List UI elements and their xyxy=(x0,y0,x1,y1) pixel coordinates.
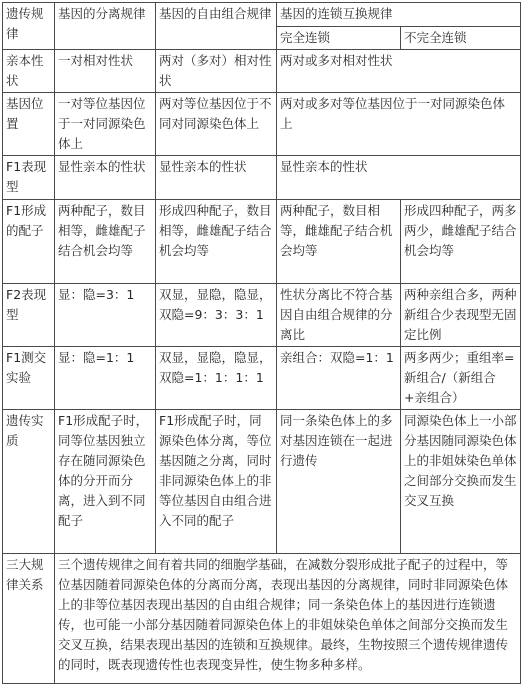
row-label-f1-phenotype: F1表现型 xyxy=(3,156,55,200)
row-label-parent-traits: 亲本性状 xyxy=(3,50,55,93)
cell-gene-location-free-combination: 两对等位基因位于不同对同源染色体上 xyxy=(156,93,277,156)
cell-f1-gametes-incomplete-linkage: 形成四种配子，两多两少，雌雄配子结合机会均等 xyxy=(401,200,521,284)
cell-f1-gametes-segregation: 两种配子，数目相等，雌雄配子结合机会均等 xyxy=(55,200,156,284)
row-label-three-laws-relation: 三大规律关系 xyxy=(3,554,55,684)
cell-f1-phenotype-segregation: 显性亲本的性状 xyxy=(55,156,156,200)
cell-f1-testcross-free-combination: 双显，显隐，隐显，双隐=1：1：1：1 xyxy=(156,347,277,410)
cell-f2-phenotype-complete-linkage: 性状分离比不符合基因自由组合规律的分离比 xyxy=(277,284,401,347)
genetics-law-comparison-table xyxy=(2,2,521,684)
header-incomplete-linkage: 不完全连锁 xyxy=(401,27,521,50)
header-free-combination: 基因的自由组合规律 xyxy=(156,3,277,50)
cell-f1-testcross-segregation: 显：隐=1：1 xyxy=(55,347,156,410)
cell-f1-testcross-incomplete-linkage: 两多两少；重组率=新组合/（新组合+亲组合） xyxy=(401,347,521,410)
header-linkage: 基因的连锁互换规律 xyxy=(277,3,521,27)
cell-f2-phenotype-free-combination: 双显，显隐，隐显，双隐=9：3：3：1 xyxy=(156,284,277,347)
cell-f1-phenotype-linkage: 显性亲本的性状 xyxy=(277,156,521,200)
cell-genetic-essence-incomplete-linkage: 同源染色体上一小部分基因随同源染色体上的非姐妹染色单体之间部分交换而发生交叉互换 xyxy=(401,410,521,554)
cell-f2-phenotype-incomplete-linkage: 两种亲组合多，两种新组合少表现型无固定比例 xyxy=(401,284,521,347)
cell-three-laws-relation: 三个遗传规律之间有着共同的细胞学基础，在减数分裂形成批子配子的过程中，等位基因随着同源染色体的分离而分离，表现出基因的分离规律，同时非同源染色体上的非等位基因表现出基因的自由组合规律；同一条染色体上的基因进行连锁遗传，也可能一小部分基因随着同源染色体上的非姐妹染色单体之间部分交换而发生交叉互换，结果表现出基因的连锁和互换规律。最终，生物按照三个遗传规律遗传的同时，既表现遗传性也表现变异性，使生物多种多样。 xyxy=(55,554,521,684)
cell-genetic-essence-complete-linkage: 同一条染色体上的多对基因连锁在一起进行遗传 xyxy=(277,410,401,554)
cell-f1-phenotype-free-combination: 显性亲本的性状 xyxy=(156,156,277,200)
header-segregation: 基因的分离规律 xyxy=(55,3,156,50)
header-complete-linkage: 完全连锁 xyxy=(277,27,401,50)
cell-parent-traits-free-combination: 两对（多对）相对性状 xyxy=(156,50,277,93)
cell-parent-traits-linkage: 两对或多对相对性状 xyxy=(277,50,521,93)
header-corner-cell: 遗传规律 xyxy=(3,3,55,50)
cell-f1-testcross-complete-linkage: 亲组合：双隐=1：1 xyxy=(277,347,401,410)
cell-f1-gametes-free-combination: 形成四种配子，数目相等，雌雄配子结合机会均等 xyxy=(156,200,277,284)
row-label-f2-phenotype: F2表现型 xyxy=(3,284,55,347)
cell-genetic-essence-free-combination: F1形成配子时，同源染色体分离，等位基因随之分离，同时非同源染色体上的非等位基因自由组合进入不同的配子 xyxy=(156,410,277,554)
row-label-f1-testcross: F1测交实验 xyxy=(3,347,55,410)
row-label-gene-location: 基因位置 xyxy=(3,93,55,156)
cell-gene-location-linkage: 两对或多对等位基因位于一对同源染色体上 xyxy=(277,93,521,156)
cell-genetic-essence-segregation: F1形成配子时，同等位基因独立存在随同源染色体的分开而分离，进入到不同配子 xyxy=(55,410,156,554)
cell-f1-gametes-complete-linkage: 两种配子，数目相等，雌雄配子结合机会均等 xyxy=(277,200,401,284)
row-label-genetic-essence: 遗传实质 xyxy=(3,410,55,554)
cell-f2-phenotype-segregation: 显：隐=3：1 xyxy=(55,284,156,347)
cell-gene-location-segregation: 一对等位基因位于一对同源染色体上 xyxy=(55,93,156,156)
row-label-f1-gametes: F1形成的配子 xyxy=(3,200,55,284)
cell-parent-traits-segregation: 一对相对性状 xyxy=(55,50,156,93)
